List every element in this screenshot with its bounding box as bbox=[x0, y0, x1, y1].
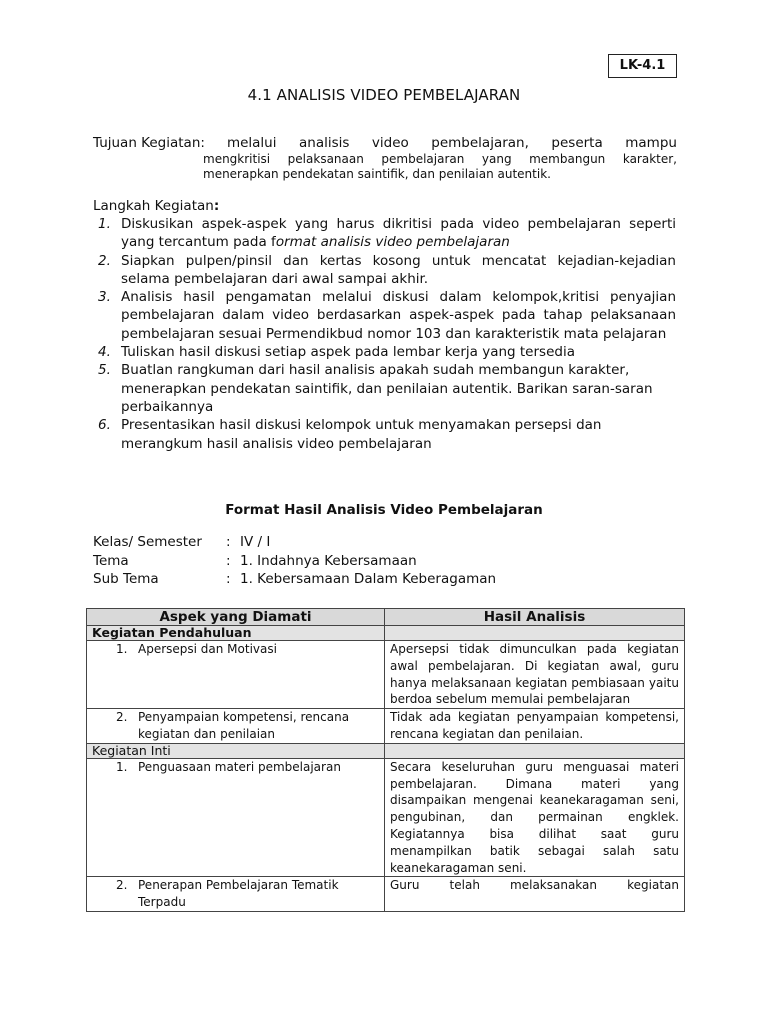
tujuan-first-line bbox=[93, 134, 677, 152]
tujuan-word: peserta bbox=[551, 135, 603, 151]
step-number: 3. bbox=[98, 289, 111, 306]
section-label: Kegiatan Inti bbox=[87, 743, 385, 758]
meta-label: Sub Tema bbox=[93, 571, 159, 587]
tujuan-word: pembelajaran, bbox=[431, 135, 529, 151]
tujuan-word: video bbox=[371, 135, 409, 151]
step-text bbox=[121, 216, 676, 250]
step-number: 1. bbox=[98, 216, 111, 232]
langkah-label bbox=[93, 198, 219, 214]
step-number: 6. bbox=[98, 417, 111, 434]
meta-value: IV / I bbox=[240, 534, 271, 550]
aspect-number: 2. bbox=[116, 710, 128, 725]
meta-separator: : bbox=[226, 534, 231, 550]
meta-value: 1. Kebersamaan Dalam Keberagaman bbox=[240, 571, 497, 587]
aspect-cell bbox=[87, 758, 385, 877]
aspect-text: Apersepsi dan Motivasi bbox=[138, 642, 277, 656]
tujuan-first-text bbox=[227, 134, 677, 152]
step-number: 2. bbox=[98, 252, 111, 269]
langkah-steps bbox=[93, 215, 676, 453]
meta-row-kelas bbox=[93, 533, 496, 552]
column-header: Hasil Analisis bbox=[385, 609, 685, 626]
table-row bbox=[87, 758, 685, 877]
section-row bbox=[87, 743, 685, 758]
hasil-cell bbox=[385, 709, 685, 744]
section-empty-cell bbox=[385, 743, 685, 758]
page-title: 4.1 ANALISIS VIDEO PEMBELAJARAN bbox=[247, 86, 521, 104]
aspect-cell bbox=[87, 877, 385, 912]
aspect-number: 1. bbox=[116, 642, 128, 656]
langkah-label-text: Langkah Kegiatan bbox=[93, 198, 214, 214]
hasil-cell bbox=[385, 641, 685, 709]
tujuan-word: mampu bbox=[625, 135, 677, 151]
aspect-cell bbox=[87, 641, 385, 709]
tujuan-word: analisis bbox=[298, 135, 350, 151]
hasil-text: Guru telah melaksanakan kegiatan bbox=[390, 878, 679, 893]
section-empty-cell bbox=[385, 626, 685, 641]
step-text: Analisis hasil pengamatan melalui diskusi dalam kelompok,kritisi penyajian pembelajaran dalam video berdasarkan aspek-aspek pada tahap pelaksanaan pembelajaran sesuai Permendikbud nomor 103 dan karakteristik mata pelajaran bbox=[121, 289, 676, 342]
section-label: Kegiatan Pendahuluan bbox=[87, 626, 385, 641]
table-row bbox=[87, 641, 685, 709]
table-row bbox=[87, 709, 685, 744]
step-number: 4. bbox=[98, 344, 111, 361]
tujuan-kegiatan bbox=[93, 134, 677, 181]
tujuan-label: Tujuan Kegiatan: bbox=[93, 135, 205, 151]
step-text-emphasis: ormat analisis video pembelajaran bbox=[275, 234, 510, 251]
hasil-text: Apersepsi tidak dimunculkan pada kegiatan awal pembelajaran. Di kegiatan awal, guru hanya melaksanaan kegiatan pembiasaan yaitu berdoa sebelum memulai pembelajaran bbox=[390, 642, 679, 707]
aspect-number: 1. bbox=[116, 759, 128, 774]
hasil-text: Secara keseluruhan guru menguasai materi pembelajaran. Dimana materi yang disampaikan mengenai keanekaragaman seni, pengubinan, dan permainan engklek. Kegiatannya bisa dilihat saat guru menampilkan batik sebagai salah satu keanekaragaman seni. bbox=[390, 759, 679, 875]
meta-row-subtema bbox=[93, 570, 496, 589]
class-info bbox=[93, 533, 496, 589]
meta-row-tema bbox=[93, 552, 496, 571]
table-row bbox=[87, 877, 685, 912]
hasil-cell bbox=[385, 758, 685, 877]
step-text: Buatlan rangkuman dari hasil analisis apakah sudah membangun karakter, menerapkan pendekatan saintifik, dan penilaian autentik. Barikan saran-saran perbaikannya bbox=[121, 362, 653, 415]
document-code: LK-4.1 bbox=[608, 54, 677, 78]
langkah-label-colon: : bbox=[213, 198, 220, 214]
step-item bbox=[93, 252, 676, 289]
table-header-row bbox=[87, 609, 685, 626]
aspect-cell bbox=[87, 709, 385, 744]
step-number: 5. bbox=[98, 362, 111, 379]
section-row bbox=[87, 626, 685, 641]
format-title: Format Hasil Analisis Video Pembelajaran bbox=[225, 502, 543, 518]
meta-separator: : bbox=[226, 552, 231, 569]
tujuan-rest-text: mengkritisi pelaksanaan pembelajaran yang membangun karakter, menerapkan pendekatan saintifik, dan penilaian autentik. bbox=[203, 152, 677, 181]
meta-value: 1. Indahnya Kebersamaan bbox=[240, 552, 417, 569]
column-header: Aspek yang Diamati bbox=[87, 609, 385, 626]
step-text: Tuliskan hasil diskusi setiap aspek pada lembar kerja yang tersedia bbox=[121, 344, 575, 361]
step-item bbox=[93, 215, 676, 252]
step-text: Presentasikan hasil diskusi kelompok untuk menyamakan persepsi dan merangkum hasil analisis video pembelajaran bbox=[121, 417, 602, 452]
aspect-text: Penerapan Pembelajaran Tematik Terpadu bbox=[138, 878, 339, 910]
meta-label: Kelas/ Semester bbox=[93, 534, 202, 550]
hasil-text: Tidak ada kegiatan penyampaian kompetensi, rencana kegiatan dan penilaian. bbox=[390, 710, 679, 741]
step-item bbox=[93, 288, 676, 343]
aspect-text: Penguasaan materi pembelajaran bbox=[138, 759, 341, 774]
step-item bbox=[93, 416, 676, 453]
step-text-plain: Diskusikan aspek-aspek yang harus dikritisi pada video pembelajaran seperti yang tercantum pada f bbox=[121, 216, 676, 251]
aspect-number: 2. bbox=[116, 878, 128, 893]
tujuan-word: melalui bbox=[226, 135, 277, 151]
analysis-table bbox=[86, 608, 685, 912]
meta-label: Tema bbox=[93, 552, 129, 569]
step-item bbox=[93, 361, 676, 416]
hasil-cell bbox=[385, 877, 685, 912]
step-item bbox=[93, 343, 676, 361]
aspect-text: Penyampaian kompetensi, rencana kegiatan dan penilaian bbox=[138, 710, 350, 741]
step-text: Siapkan pulpen/pinsil dan kertas kosong untuk mencatat kejadian-kejadian selama pembelajaran dari awal sampai akhir. bbox=[121, 252, 676, 287]
meta-separator: : bbox=[226, 571, 231, 587]
